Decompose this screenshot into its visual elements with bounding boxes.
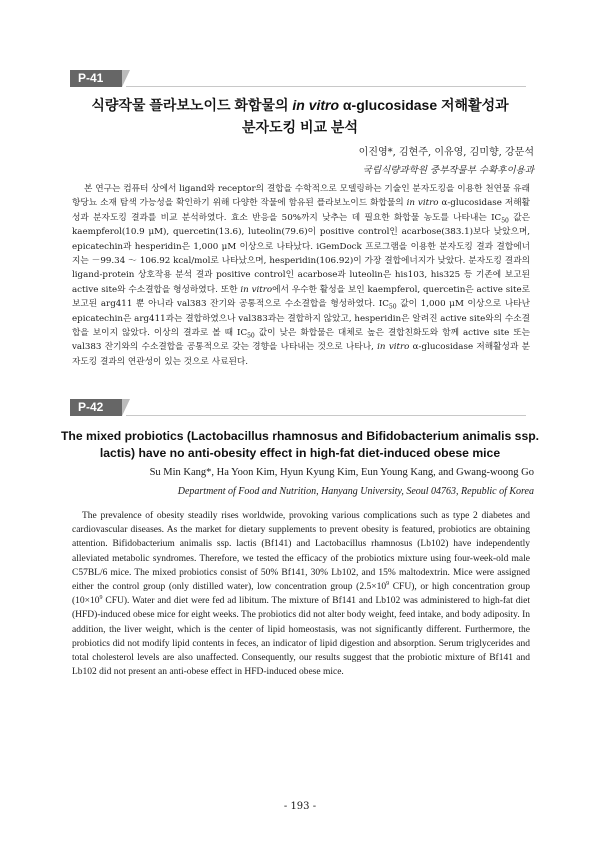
- authors-en: Su Min Kang*, Ha Yoon Kim, Hyun Kyung Kim, Eun Young Kang, and Gwang-woong Go: [149, 467, 534, 478]
- title-ko-line1-part1: 식량작물 플라보노이드 화합물의: [91, 97, 293, 113]
- abstract-tag-p41: P-41: [70, 70, 122, 87]
- affiliation-ko: 국립식량과학원 중부작물부 수확후이용과: [362, 165, 534, 176]
- abstract-title-ko: [60, 96, 540, 136]
- title-ko-line1-part3: α-glucosidase 저해활성과: [339, 97, 509, 113]
- title-en-line2: lactis) have no anti-obesity effect in high-fat diet-induced obese mice: [99, 446, 501, 460]
- affiliation-en: Department of Food and Nutrition, Hanyang University, Seoul 04763, Republic of Korea: [177, 486, 534, 497]
- abstract-body-en: The prevalence of obesity steadily rises worldwide, provoking various complications such as type 2 diabetes and cardiovascular diseases. As the market for dietary supplements to prevent obesity is featured, probiotics are obtaining attention. Bifidobacterium animalis ssp. lactis (Bf141) and Lactobacillus rhamnosus (Lb102) have independently alleviated metabolic syndromes. Therefore, we tested the efficacy of the probiotics mixture using four-week-old male C57BL/6 mice. The mixed probiotics consist of 50% Bf141, 30% Lb102, and 15% maltodextrin. Mice were assigned either the control group (only distilled water), low concentration group ($2.5\times 10^9$ CFU), or high concentration group ($10\times 10^9$ CFU). Water and diet were fed ad libitum. The mixture of Bf141 and Lb102 was administered to high-fat diet (HFD)-induced obese mice for eight weeks. The probiotics did not alter body weight, feed intake, and body adiposity. In addition, the liver weight, which is the center of lipid homeostasis, was not significantly different. Furthermore, the probiotics did not modify lipid contents in feces, an indicator of lipid digestion and absorption. Serum triglycerides and total cholesterol levels are also unaffected. Consequently, our results suggest that the probiotic mixture of Bf141 and Lb102 did not present an anti-obese effect in HFD-induced obese mice.: [72, 511, 530, 678]
- page-number: - 193 -: [283, 801, 317, 812]
- title-ko-line2: 분자도킹 비교 분석: [242, 119, 358, 135]
- abstract-body-ko: 본 연구는 컴퓨터 상에서 ligand와 receptor의 결합을 수학적으로 모델링하는 기술인 분자도킹을 이용한 천연물 유래 항당뇨 소재 탐색 가능성을 확인하기 위해 다양한 작물에 함유된 플라보노이드 화합물의 in vitro α-glucosidase 저해활성과 분자도킹 결과를 비교 분석하였다. 효소 반응을 50%까지 낮추는 데 필요한 화합물 농도를 나타내는 $IC_{50}$ 값은 kaempferol(10.9 μM), quercetin(13.6), luteolin(79.6)이 positive control인 acarbose(383.1)보다 낮았으며, epicatechin과 hesperidin은 1,000 μM 이상으로 나타났다. iGemDock 프로그램을 이용한 분자도킹 결과 결합에너지는 －99.34 ～ 106.92 kcal/mol로 나타났으며, hesperidin(106.92)이 가장 결합에너지가 낮았다. 분자도킹 결과의 ligand-protein 상호작용 분석 결과 positive control인 acarbose과 luteolin은 his103, his325 등 기존에 보고된 active site와 수소결합을 형성하였다. 또한 in vitro에서 우수한 활성을 보인 kaempferol, quercetin은 active site로 보고된 arg411 뿐 아니라 val383 잔기와 공통적으로 수소결합을 형성하였다. $IC_{50}$ 값이 1,000 μM 이상으로 나타난 epicatechin은 arg411과는 결합하였으나 val383과는 결합하지 않았고, hesperidin은 알려진 active site와의 수소결합을 보이지 않았다. 이상의 결과로 볼 때 $IC_{50}$ 값이 낮은 화합물은 대체로 높은 결합친화도와 함께 active site 또는 val383 잔기와의 수소결합을 공통적으로 갖는 경향을 나타내는 것으로 나타나, in vitro α-glucosidase 저해활성과 분자도킹 결과의 연관성이 있는 것으로 사료된다.: [72, 184, 531, 367]
- tag-underline: [126, 415, 526, 416]
- tag-underline: [126, 86, 526, 87]
- authors-ko: 이진영*, 김현주, 이유영, 김미향, 강문석: [358, 147, 534, 158]
- title-en-line1: The mixed probiotics (Lactobacillus rhamnosus and Bifidobacterium animalis ssp.: [60, 429, 540, 443]
- abstract-title-en: [60, 428, 540, 462]
- abstract-tag-p42: P-42: [70, 399, 122, 416]
- title-ko-line1-italic: in vitro: [292, 97, 340, 113]
